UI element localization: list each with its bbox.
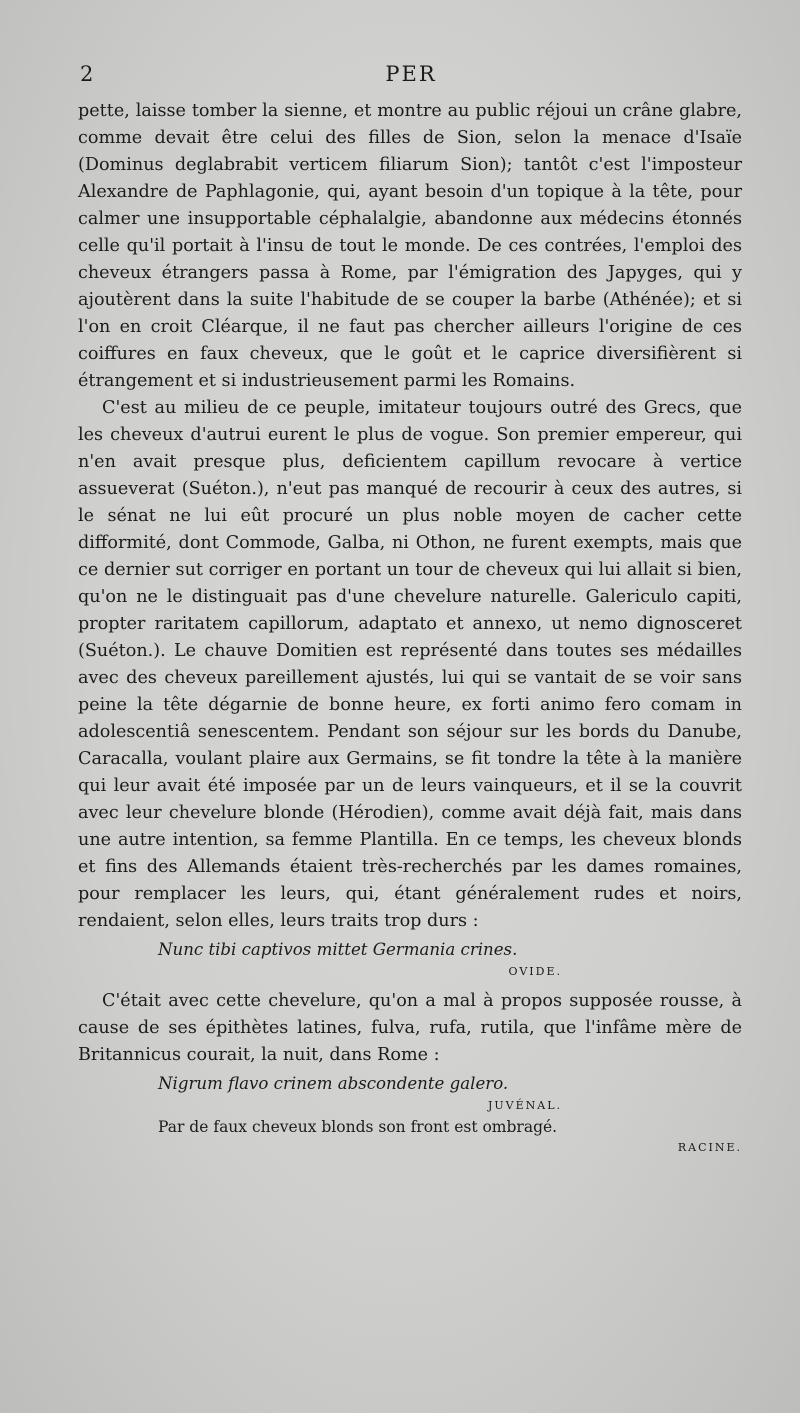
- paragraph-3: C'était avec cette chevelure, qu'on a mal à propos supposée rousse, à cause de ses épithètes latines, fulva, rufa, rutila, que l'infâme mère de Britannicus courait, la nuit, dans Rome :: [78, 991, 742, 1065]
- racine-verse: Par de faux cheveux blonds son front est ombragé.: [158, 1118, 558, 1136]
- juvenal-attribution: JUVÉNAL.: [487, 1099, 562, 1112]
- ovid-quote: Nunc tibi captivos mittet Germania crines.: [158, 940, 518, 959]
- running-head: PER: [385, 62, 437, 86]
- racine-attribution: RACINE.: [677, 1141, 742, 1154]
- page-number: 2: [80, 62, 96, 86]
- ovid-attribution: OVIDE.: [508, 965, 562, 978]
- page-header: [80, 62, 742, 92]
- body-text: [78, 98, 742, 1158]
- juvenal-quote: Nigrum flavo crinem abscondente galero.: [158, 1074, 509, 1093]
- paragraph-1: pette, laisse tomber la sienne, et montre au public réjoui un crâne glabre, comme devait être celui des filles de Sion, selon la menace d'Isaïe (Dominus deglabrabit verticem filiarum Sion); tantôt c'est l'imposteur Alexandre de Paphlagonie, qui, ayant besoin d'un topique à la tête, pour calmer une insupportable céphalalgie, abandonne aux médecins étonnés celle qu'il portait à l'insu de tout le monde. De ces contrées, l'emploi des cheveux étrangers passa à Rome, par l'émigration des Japyges, qui y ajoutèrent dans la suite l'habitude de se couper la barbe (Athénée); et si l'on en croit Cléarque, il ne faut pas chercher ailleurs l'origine de ces coiffures en faux cheveux, que le goût et le caprice diversifièrent si étrangement et si industrieusement parmi les Romains.: [78, 101, 742, 391]
- paragraph-2: C'est au milieu de ce peuple, imitateur toujours outré des Grecs, que les cheveux d'autrui eurent le plus de vogue. Son premier empereur, qui n'en avait presque plus, deficientem capillum revocare à vertice assueverat (Suéton.), n'eut pas manqué de recourir à ceux des autres, si le sénat ne lui eût procuré un plus noble moyen de cacher cette difformité, dont Commode, Galba, ni Othon, ne furent exempts, mais que ce dernier sut corriger en portant un tour de cheveux qui lui allait si bien, qu'on ne le distinguait pas d'une chevelure naturelle. Galericulo capiti, propter raritatem capillorum, adaptato et annexo, ut nemo dignosceret (Suéton.). Le chauve Domitien est représenté dans toutes ses médailles avec des cheveux pareillement ajustés, lui qui se vantait de se voir sans peine la tête dégarnie de bonne heure, ex forti animo fero comam in adolescentiâ senescentem. Pendant son séjour sur les bords du Danube, Caracalla, voulant plaire aux Germains, se fit tondre la tête à la manière qui leur avait été imposée par un de leurs vainqueurs, et il se la couvrit avec leur chevelure blonde (Hérodien), comme avait déjà fait, mais dans une autre intention, sa femme Plantilla. En ce temps, les cheveux blonds et fins des Allemands étaient très-recherchés par les dames romaines, pour remplacer les leurs, qui, étant généralement rudes et noirs, rendaient, selon elles, leurs traits trop durs :: [78, 398, 742, 931]
